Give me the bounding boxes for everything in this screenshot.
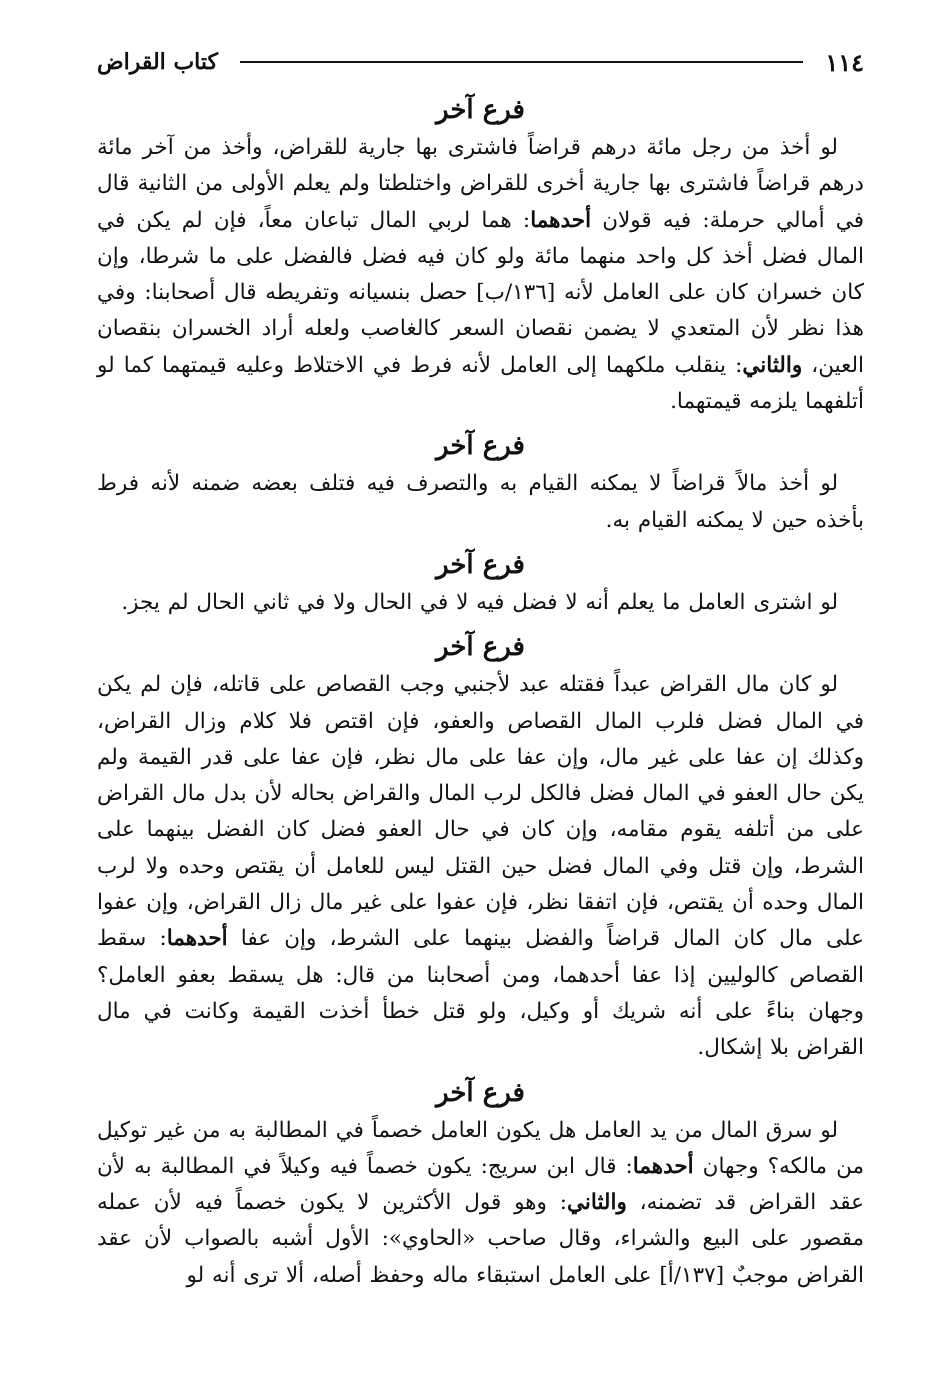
section [97, 539, 864, 621]
section-heading: فرع آخر [436, 431, 525, 462]
book-title: كتاب القراض [97, 49, 218, 75]
bold-term: أحدهما [632, 1153, 694, 1179]
text-run: : سقط القصاص كالوليين إذا عفا أحدهما، ومن أصحابنا من قال: هل يسقط بعفو العامل؟ وجهان بناءً على أنه شريك أو وكيل، ولو قتل خطأ أخذت القيمة وكانت في مال القراض بلا إشكال. [97, 926, 864, 1061]
section [97, 1067, 864, 1294]
section-paragraph [97, 667, 864, 1066]
bold-term: أحدهما [166, 926, 228, 952]
text-run: لو أخذ من رجل مائة درهم قراضاً فاشترى بها جارية للقراض، وأخذ من آخر مائة درهم قراضاً فاشترى بها جارية أخرى للقراض واختلطتا ولم يعلم الأولى من الثانية قال في أمالي حرملة: فيه قولان [97, 135, 865, 233]
section-heading: فرع آخر [436, 95, 525, 125]
text-run: : هما لربي المال تباعان معاً، فإن لم يكن في المال فضل أخذ كل واحد منهما مائة ولو كان فيه فضل فالفضل على ما شرطا، وإن كان خسران كان على العامل لأنه [١٣٦/ب] حصل بنسيانه وتفريطه قال أصحابنا: وفي هذا نظر لأن المتعدي لا يضمن نقصان السعر كالغاصب ولعله أراد الخسران بنقصان العين، [97, 207, 864, 378]
text-run: لو أخذ مالاً قراضاً لا يمكنه القيام به والتصرف فيه فتلف بعضه ضمنه لأنه فرط بأخذه حين لا يمكنه القيام به. [97, 471, 864, 533]
section [97, 420, 864, 539]
text-run: : وهو قول الأكثرين لا يكون خصماً فيه لأن عمله مقصور على البيع والشراء، وقال صاحب «الحاوي»: الأول أشبه بالصواب لأن عقد القراض موجبٌ [١٣٧/أ] على العامل استبقاء ماله وحفظ أصله، ألا ترى أنه لو [97, 1190, 864, 1288]
bold-term: أحدهما [530, 207, 592, 233]
page-content [97, 84, 864, 1294]
section-paragraph [97, 130, 864, 420]
section-paragraph [97, 1113, 864, 1294]
bold-term: والثاني [566, 1190, 627, 1216]
section [97, 84, 864, 420]
section-heading: فرع آخر [436, 549, 525, 580]
text-run: لو سرق المال من يد العامل هل يكون العامل خصماً في المطالبة به من غير توكيل من مالكه؟ وجهان [97, 1117, 864, 1179]
running-header [97, 40, 864, 84]
header-rule [240, 61, 803, 63]
text-run: : ينقلب ملكهما إلى العامل لأنه فرط في الاختلاط وعليه قيمتهما كما لو أتلفهما يلزمه قيمتهما. [97, 352, 864, 415]
section-heading: فرع آخر [436, 632, 525, 663]
section-paragraph [97, 466, 864, 539]
text-run: لو كان مال القراض عبداً فقتله عبد لأجنبي وجب القصاص على قاتله، فإن لم يكن في المال فضل فلرب المال القصاص والعفو، فإن اقتص فلا كلام وزال القراض، وكذلك إن عفا على غير مال، وإن عفا على مال نظر، فإن عفا على قدر القيمة ولم يكن حال العفو في المال فضل فالكل لرب المال والقراض بحاله لأن بدل مال القراض على من أتلفه يقوم مقامه، وإن كان في حال العفو فضل كان الفضل بينهما على الشرط، وإن قتل وفي المال فضل حين القتل ليس للعامل أن يقتص وحده ولا لرب المال وحده أن يقتص، فإن اتفقا نظر، فإن عفوا على غير مال زال القراض، وإن عفوا على مال كان المال قراضاً والفضل بينهما على الشرط، وإن عفا [97, 672, 864, 952]
page-number: ١١٤ [825, 47, 864, 77]
section-heading: فرع آخر [436, 1077, 525, 1108]
section [97, 621, 864, 1066]
text-run: لو اشترى العامل ما يعلم أنه لا فضل فيه لا في الحال ولا في ثاني الحال لم يجز. [121, 589, 838, 615]
text-run: : قال ابن سريج: يكون خصماً فيه وكيلاً في المطالبة به لأن عقد القراض قد تضمنه، [97, 1153, 864, 1216]
bold-term: والثاني [742, 352, 803, 378]
section-paragraph [97, 585, 864, 621]
